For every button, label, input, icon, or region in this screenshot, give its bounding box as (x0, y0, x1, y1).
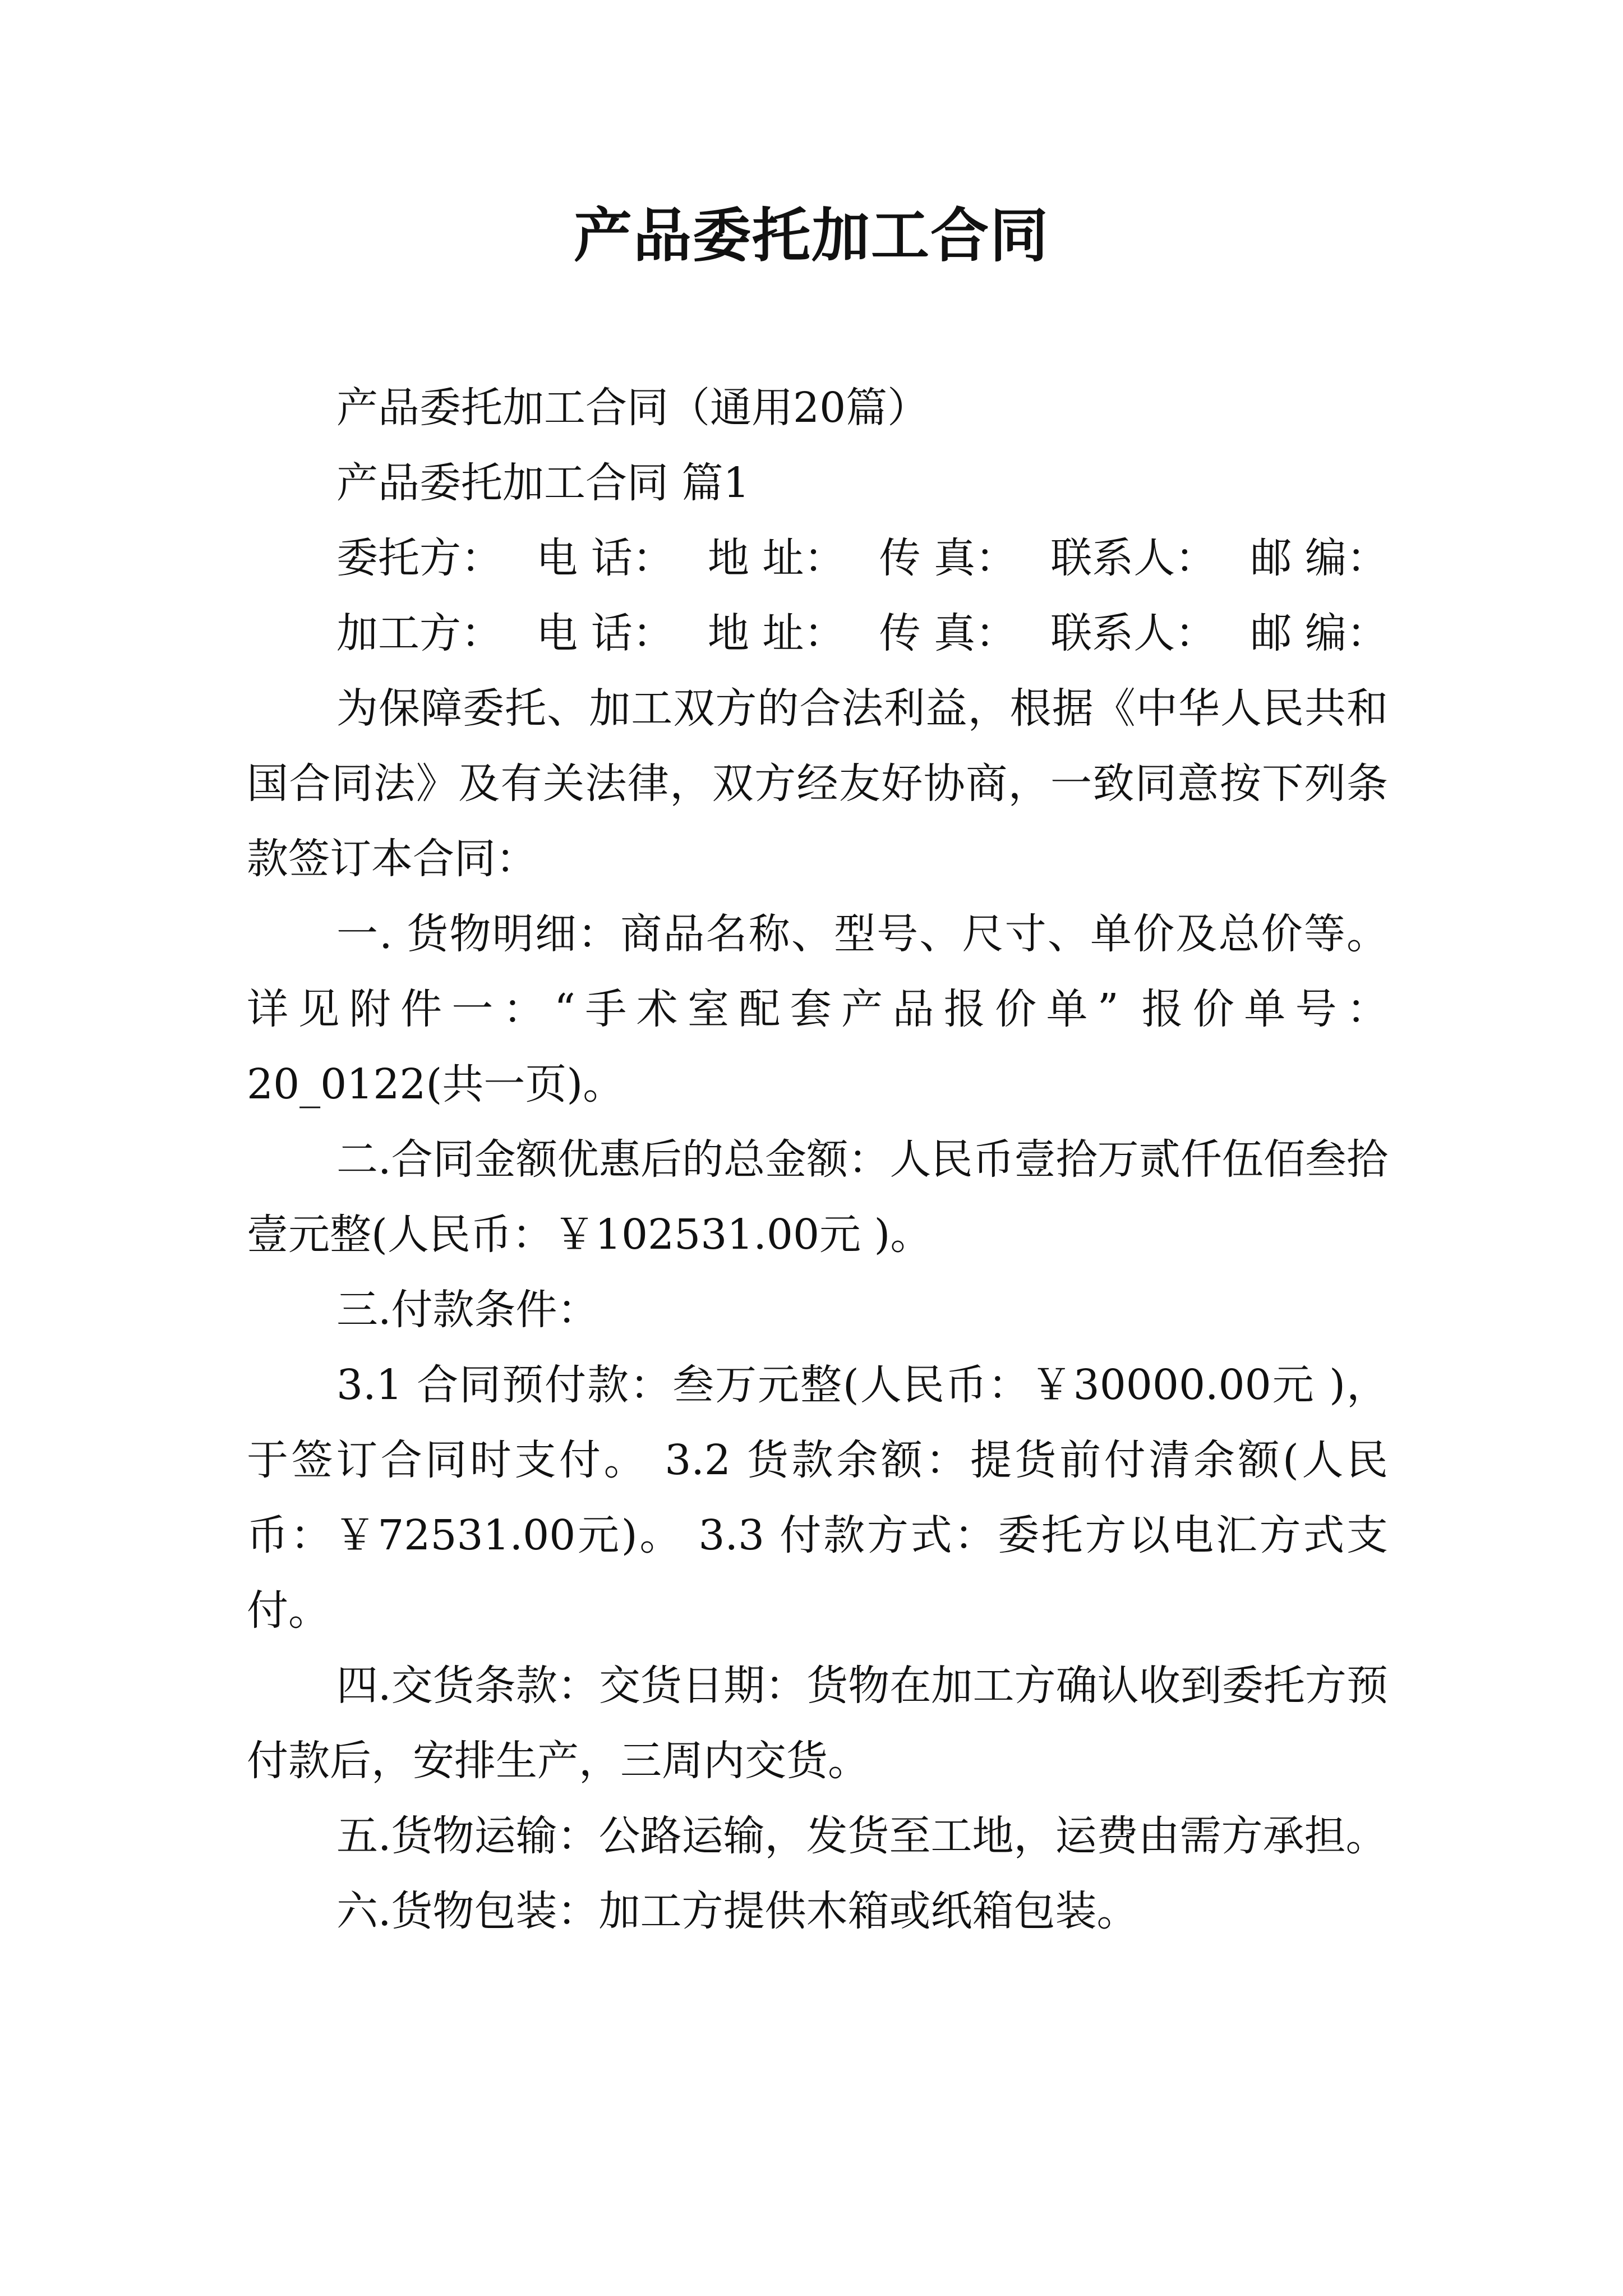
clause-contract-amount: 二.合同金额优惠后的总金额：人民币壹拾万贰仟伍佰叁拾壹元整(人民币：￥102531.00元 )。 (247, 1135, 1388, 1259)
client-label: 委托方： (336, 534, 502, 582)
clause-packaging: 六.货物包装：加工方提供木箱或纸箱包装。 (336, 1887, 1138, 1935)
client-contact-label: 联系人： (1050, 534, 1217, 582)
clause-payment-details: 3.1 合同预付款：叁万元整(人民币：￥30000.00元 )，于签订合同时支付。 3.2 货款余额：提货前付清余额(人民币：￥72531.00元)。 3.3 付款方式：委托方以电汇方式支付。 (247, 1361, 1388, 1635)
clause-transport: 五.货物运输：公路运输，发货至工地，运费由需方承担。 (336, 1812, 1387, 1860)
processor-fax-label: 传 真： (879, 609, 1017, 657)
processor-phone-label: 电 话： (536, 609, 674, 657)
document-title: 产品委托加工合同 (573, 201, 1049, 270)
client-postcode-label: 邮 编： (1250, 534, 1388, 582)
section-heading: 产品委托加工合同 篇1 (336, 459, 750, 507)
processor-label: 加工方： (336, 609, 502, 657)
client-address-label: 地 址： (707, 534, 846, 582)
client-phone-label: 电 话： (536, 534, 674, 582)
intro-paragraph: 为保障委托、加工双方的合法利益，根据《中华人民共和国合同法》及有关法律，双方经友好协商，一致同意按下列条款签订本合同： (247, 684, 1388, 883)
client-info-row (336, 521, 1388, 596)
processor-info-row (336, 596, 1388, 671)
processor-address-label: 地 址： (707, 609, 846, 657)
clause-delivery: 四.交货条款：交货日期：货物在加工方确认收到委托方预付款后，安排生产，三周内交货。 (247, 1662, 1388, 1785)
processor-postcode-label: 邮 编： (1250, 609, 1388, 657)
processor-contact-label: 联系人： (1050, 609, 1217, 657)
clause-payment-terms: 三.付款条件： (336, 1286, 599, 1334)
client-fax-label: 传 真： (879, 534, 1017, 582)
clause-goods-details: 一. 货物明细：商品名称、型号、尺寸、单价及总价等。详见附件一：“手术室配套产品报价单” 报价单号：20_0122(共一页)。 (247, 910, 1388, 1108)
document-subtitle: 产品委托加工合同（通用20篇） (336, 384, 929, 432)
document-body (247, 370, 1388, 1949)
